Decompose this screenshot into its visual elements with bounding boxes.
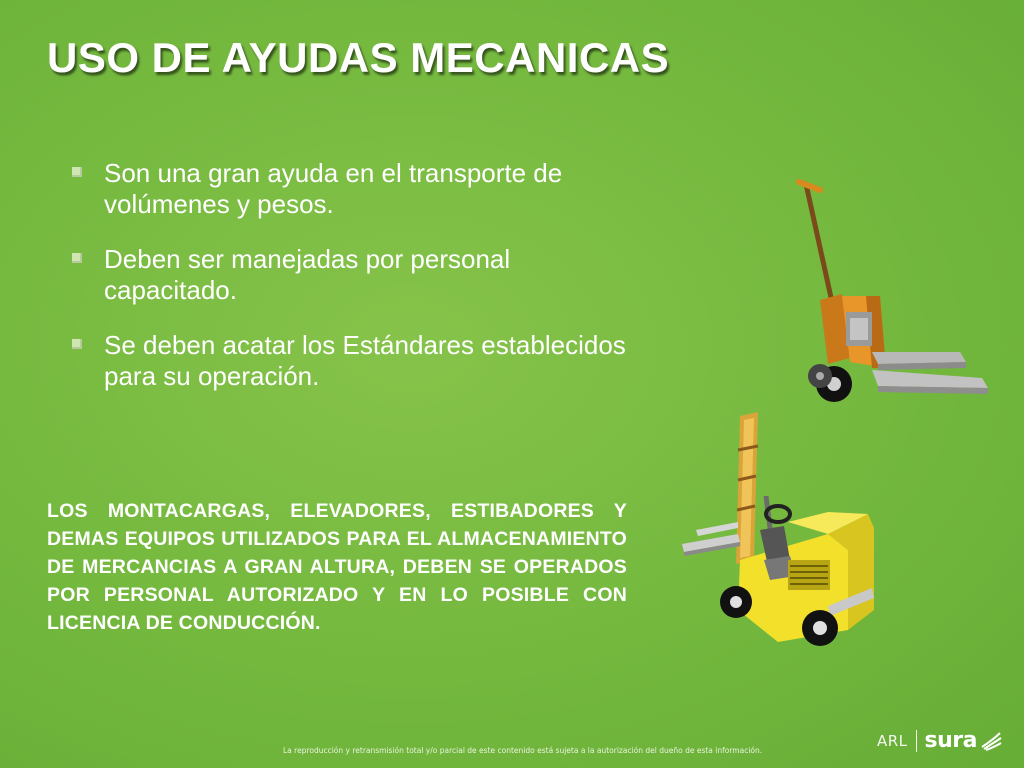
bullet-text: Deben ser manejadas por personal capacitado. — [104, 244, 511, 305]
pallet-jack-icon — [790, 172, 1000, 412]
brand-divider — [916, 730, 917, 752]
forklift-icon — [678, 410, 878, 650]
brand-name-text: sura — [924, 728, 977, 753]
safety-paragraph: LOS MONTACARGAS, ELEVADORES, ESTIBADORES Y DEMAS EQUIPOS UTILIZADOS PARA EL ALMACENAMIENTO DE MERCANCIAS A GRAN ALTURA, DEBEN SE OPERADOS POR PERSONAL AUTORIZADO Y EN LO POSIBLE CON LICENCIA DE CONDUCCIÓN. — [47, 500, 627, 634]
brand-arl-text: ARL — [877, 731, 908, 750]
bullet-square-icon — [72, 253, 82, 263]
bullet-text: Son una gran ayuda en el transporte de volúmenes y pesos. — [104, 158, 563, 219]
brand-logo — [877, 728, 1002, 753]
slide-title: USO DE AYUDAS MECANICAS — [47, 34, 670, 81]
bullet-square-icon — [72, 167, 82, 177]
bullet-text: Se deben acatar los Estándares establecidos para su operación. — [104, 330, 626, 391]
bullet-square-icon — [72, 339, 82, 349]
bullet-item — [70, 244, 630, 306]
copyright-notice: La reproducción y retransmisión total y/o parcial de este contenido está sujeta a la autorización del dueño de esta información. — [283, 746, 763, 755]
brand-wing-icon — [980, 731, 1002, 751]
bullet-item — [70, 158, 630, 220]
bullet-item — [70, 330, 630, 392]
bullet-list — [70, 158, 630, 416]
